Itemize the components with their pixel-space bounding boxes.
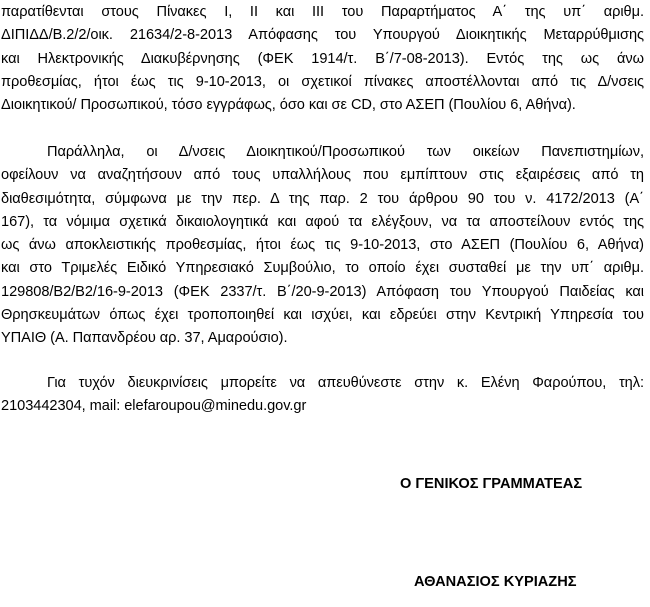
paragraph-deadline xyxy=(1,1,644,117)
text-line: και Ηλεκτρονικής Διακυβέρνησης (ΦΕΚ 1914/τ. Β΄/7-08-2013). Εντός της ως άνω xyxy=(1,50,644,67)
signature-name: ΑΘΑΝΑΣΙΟΣ ΚΥΡΙΑΖΗΣ xyxy=(414,574,577,590)
text-line: Διοικητικού/ Προσωπικού, τόσο εγγράφως, όσο και σε CD, στο ΑΣΕΠ (Πουλίου 6, Αθήνα). xyxy=(1,97,576,114)
text-line: Θρησκευμάτων όπως έχει τροποποιηθεί και ισχύει, και εδρεύει στην Κεντρική Υπηρεσία του xyxy=(1,307,644,324)
contact-line: 2103442304, mail: elefaroupou@minedu.gov.gr xyxy=(1,398,307,415)
text-line: 129808/Β2/Β2/16-9-2013 (ΦΕΚ 2337/τ. Β΄/20-9-2013) Απόφαση του Υπουργού Παιδείας και xyxy=(1,283,644,300)
text-line: ΥΠΑΙΘ (Α. Παπανδρέου αρ. 37, Αμαρούσιο). xyxy=(1,330,288,347)
text-line: προθεσμίας, ήτοι έως τις 9-10-2013, οι σχετικοί πίνακες αποστέλλονται από τις Δ/νσεις xyxy=(1,73,644,90)
text-line: 167), τα νόμιμα σχετικά δικαιολογητικά και αφού τα ελέγξουν, να τα αποστείλουν εντός της xyxy=(1,213,644,230)
text-line: και στο Τριμελές Ειδικό Υπηρεσιακό Συμβούλιο, το οποίο έχει συσταθεί με την υπ΄ αριθμ. xyxy=(1,260,644,277)
text-line: παρατίθενται στους Πίνακες Ι, ΙΙ και ΙΙΙ του Παραρτήματος Α΄ της υπ΄ αριθμ. xyxy=(1,4,644,20)
text-line: διαθεσιμότητα, σύμφωνα με την περ. Δ της παρ. 2 του άρθρου 90 του ν. 4172/2013 (Α΄ xyxy=(1,190,644,207)
text-line: οφείλουν να αναζητήσουν από τους υπαλλήλους που εμπίπτουν στις εξαιρέσεις από τη xyxy=(1,167,644,184)
paragraph-contact xyxy=(1,372,644,419)
text-line: ως άνω αποκλειστικής προθεσμίας, ήτοι έως τις 9-10-2013, στο ΑΣΕΠ (Πουλίου 6, Αθήνα) xyxy=(1,237,644,254)
text-line: Για τυχόν διευκρινίσεις μπορείτε να απευθύνεστε στην κ. Ελένη Φαρούπου, τηλ: xyxy=(47,375,644,391)
signature-title: Ο ΓΕΝΙΚΟΣ ΓΡΑΜΜΑΤΕΑΣ xyxy=(400,476,583,492)
text-line: ΔΙΠΙΔΔ/Β.2/2/οικ. 21634/2-8-2013 Απόφασης του Υπουργού Διοικητικής Μεταρρύθμισης xyxy=(1,27,644,44)
paragraph-exemptions xyxy=(1,141,644,351)
text-line: Παράλληλα, οι Δ/νσεις Διοικητικού/Προσωπικού των οικείων Πανεπιστημίων, xyxy=(47,144,644,160)
